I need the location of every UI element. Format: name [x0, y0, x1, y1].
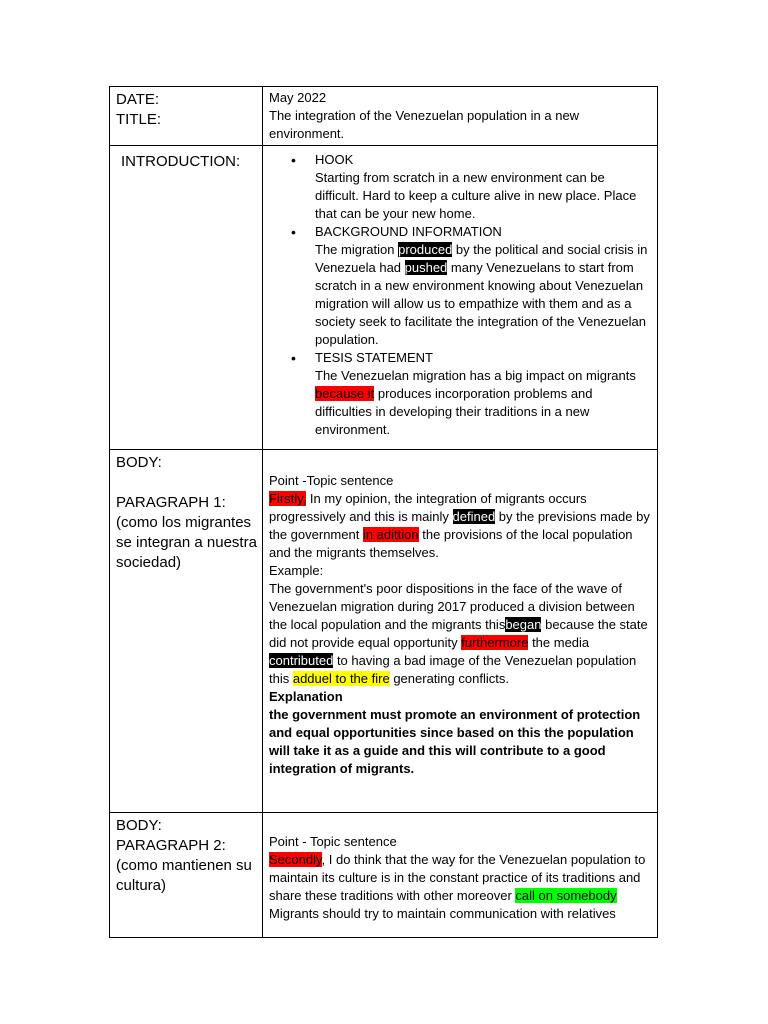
highlight-black: pushed [404, 260, 448, 275]
highlight-black: began [505, 617, 542, 632]
highlight-yellow: adduel to the fire [292, 671, 390, 686]
spacer [116, 473, 262, 493]
thesis-heading: • TESIS STATEMENT [315, 350, 433, 365]
example-heading: Example: [269, 563, 324, 578]
background-text-part: many Venezuelans to start from scratch in a new environment knowing about Venezuelan migration will allow us to empathize with them and as a society seek to facilitate the integration of the Venezuelan population. [315, 260, 646, 347]
title-label: TITLE: [116, 111, 162, 128]
body-label: BODY: [116, 454, 162, 471]
point-text [269, 851, 651, 923]
introduction-label: INTRODUCTION: [121, 153, 241, 170]
essay-outline-table [109, 86, 658, 938]
hook-item [269, 151, 651, 223]
highlight-green: call on somebody [515, 888, 617, 903]
introduction-row [110, 146, 658, 450]
highlight-red: furthermore [461, 635, 529, 650]
point-heading: Point -Topic sentence [269, 473, 394, 488]
thesis-text [315, 367, 651, 439]
example-text [269, 580, 651, 688]
hook-text: Starting from scratch in a new environment can be difficult. Hard to keep a culture alive in new place. Place that can be your new home. [315, 170, 637, 221]
point-text [269, 490, 651, 562]
date-title-row [110, 87, 658, 146]
example-text-part: to having a bad image of the Venezuelan population this [269, 653, 637, 686]
hook-heading: • HOOK [315, 152, 354, 167]
point-text-part: by the previsions made by the government [269, 509, 650, 542]
thesis-item [269, 349, 651, 439]
explanation-heading: Explanation [269, 689, 343, 704]
highlight-red: Firstly, [269, 491, 307, 506]
body-paragraph-2-row [110, 813, 658, 938]
example-text-part: The government's poor dispositions in the face of the wave of Venezuelan migration during 2017 produced a division between the local population and the migrants this [269, 581, 635, 632]
highlight-black: contributed [269, 653, 334, 668]
background-text-part: by the political and social crisis in Venezuela had [315, 242, 648, 275]
example-text-part: the media [528, 635, 590, 650]
date-title-label-cell [110, 87, 263, 146]
body-label: BODY: [116, 817, 162, 834]
body-paragraph-1-row [110, 450, 658, 813]
paragraph-2-note: (como mantienen su cultura) [116, 857, 252, 894]
example-text-part: because the state did not provide equal opportunity [269, 617, 648, 650]
body-paragraph-2-label-cell [110, 813, 263, 938]
background-text [315, 241, 651, 349]
example-text-part: generating conflicts. [389, 671, 509, 686]
highlight-red: Secondly [269, 852, 322, 867]
introduction-label-cell [110, 146, 263, 450]
background-text-part: The migration [315, 242, 399, 257]
title-value: The integration of the Venezuelan population in a new environment. [269, 108, 580, 141]
point-text-part: Migrants should try to maintain communication with relatives [269, 906, 616, 921]
point-heading: Point - Topic sentence [269, 834, 397, 849]
introduction-list [269, 151, 651, 439]
background-item [269, 223, 651, 349]
highlight-black: produced [398, 242, 453, 257]
highlight-black: defined [452, 509, 496, 524]
paragraph-2-label: PARAGRAPH 2: [116, 837, 226, 854]
essay-outline-sheet [109, 86, 658, 938]
paragraph-1-note: (como los migrantes se integran a nuestra sociedad) [116, 514, 257, 571]
date-label: DATE: [116, 91, 160, 108]
body-paragraph-1-label-cell [110, 450, 263, 813]
date-value: May 2022 [269, 90, 327, 105]
thesis-text-part: The Venezuelan migration has a big impact on migrants [315, 368, 636, 383]
body-paragraph-2-content-cell [263, 813, 658, 938]
point-text-part: , I do think that the way for the Venezuelan population to maintain its culture is in the constant practice of its traditions and share these traditions with other moreover [269, 852, 646, 903]
background-heading: • BACKGROUND INFORMATION [315, 224, 502, 239]
thesis-text-part: produces incorporation problems and difficulties in developing their traditions in a new environment. [315, 386, 593, 437]
highlight-red: because it [315, 386, 375, 401]
explanation-text: the government must promote an environment of protection and equal opportunities since based on this the population will take it as a guide and this will contribute to a good integration of migrants. [269, 707, 641, 776]
highlight-red: in adittion [362, 527, 419, 542]
paragraph-1-label: PARAGRAPH 1: [116, 494, 226, 511]
point-text-part: the provisions of the local population and the migrants themselves. [269, 527, 633, 560]
introduction-content-cell [263, 146, 658, 450]
body-paragraph-1-content-cell [263, 450, 658, 813]
point-text-part: In my opinion, the integration of migrants occurs progressively and this is mainly [269, 491, 587, 524]
date-title-content-cell [263, 87, 658, 146]
